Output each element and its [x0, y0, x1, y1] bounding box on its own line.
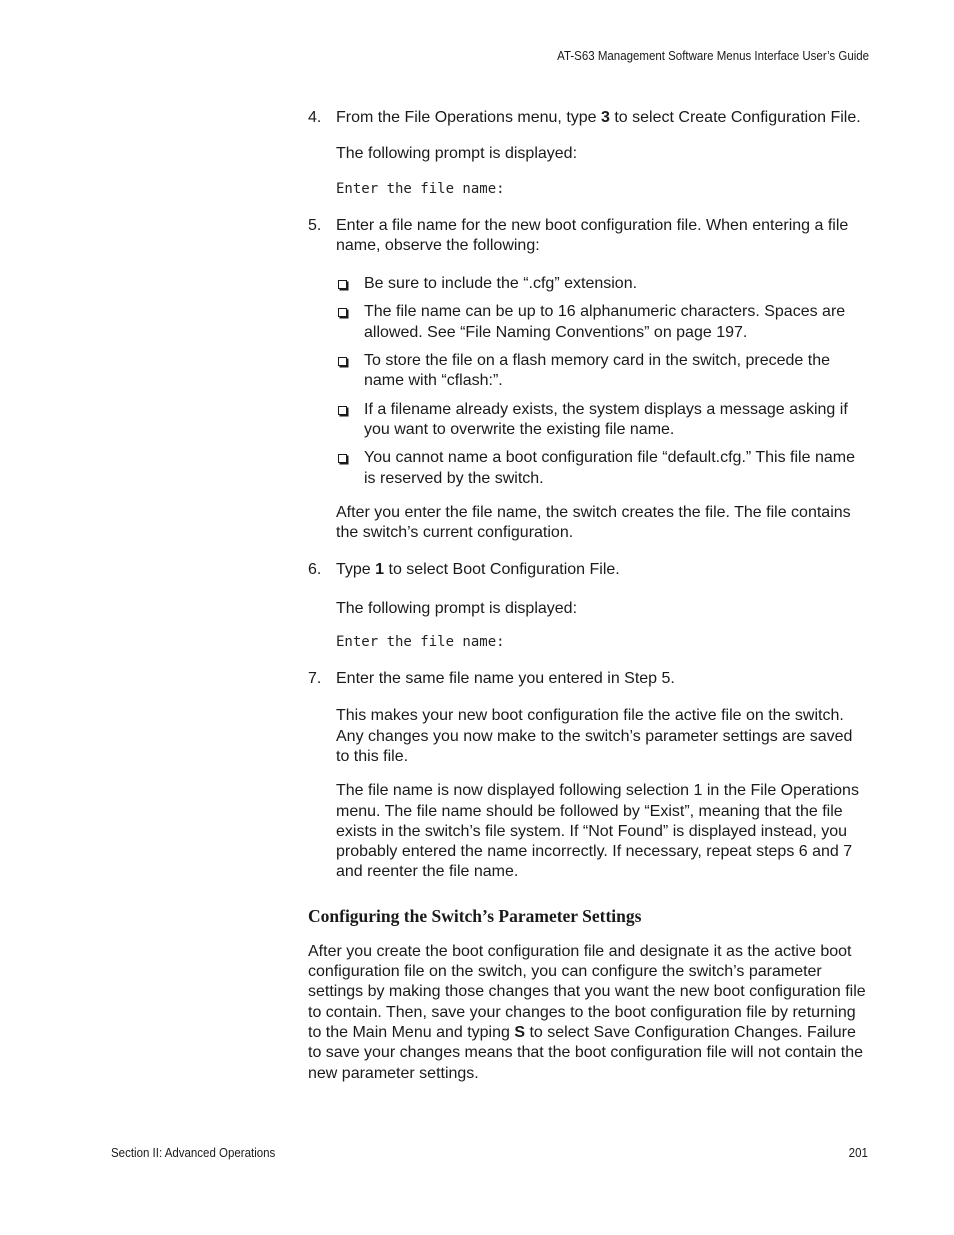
footer-section: Section II: Advanced Operations: [111, 1146, 276, 1160]
key-s: S: [514, 1023, 526, 1041]
key-1: 1: [375, 561, 385, 579]
list-item: The file name can be up to 16 alphanumeric characters. Spaces are allowed. See “File Naming Conventions” on page 197.: [336, 302, 868, 343]
section-paragraph: After you create the boot configuration file and designate it as the active boot configuration file on the switch, you can configure the switch’s parameter settings by making those changes that you want the new boot configuration file to contain. Then, save your changes to the boot configuration file by returning to the Main Menu and typing S to select Save Configuration Changes. Failure to save your changes means that the boot configuration file will not contain the new parameter settings.: [308, 942, 866, 1082]
checkbox-bullet-icon: [338, 454, 347, 463]
prompt-code: Enter the file name:: [336, 634, 505, 651]
checkbox-bullet-icon: [338, 308, 347, 317]
page-number: 201: [848, 1146, 868, 1160]
list-item: Be sure to include the “.cfg” extension.: [336, 274, 868, 294]
step-text: Enter a file name for the new boot configuration file. When entering a file name, observe the following:: [336, 216, 849, 254]
step-number: 5.: [308, 216, 322, 234]
key-3: 3: [601, 109, 610, 126]
prompt-intro: The following prompt is displayed:: [336, 599, 578, 617]
step-number: 4.: [308, 109, 322, 126]
list-item: You cannot name a boot configuration file “default.cfg.” This file name is reserved by the switch.: [336, 448, 868, 489]
step-paragraph: The file name is now displayed following selection 1 in the File Operations menu. The file name should be followed by “Exist”, meaning that the file exists in the switch’s file system. If “Not Found” is displayed instead, you probably entered the name incorrectly. If necessary, repeat steps 6 and 7 and reenter the file name.: [336, 782, 859, 881]
checkbox-bullet-icon: [338, 357, 347, 366]
step-text: Enter the same file name you entered in Step 5.: [336, 670, 675, 688]
prompt-code: Enter the file name:: [336, 180, 505, 197]
step-7: [308, 669, 868, 883]
step-number: 7.: [308, 670, 322, 688]
step-note: After you enter the file name, the switch creates the file. The file contains the switch’s current configuration.: [336, 503, 851, 542]
prompt-intro: The following prompt is displayed:: [336, 145, 578, 163]
list-item: To store the file on a flash memory card in the switch, precede the name with “cflash:”.: [336, 351, 868, 392]
running-header: AT-S63 Management Software Menus Interface User’s Guide: [557, 49, 869, 63]
checkbox-bullet-icon: [338, 406, 347, 415]
step-paragraph: This makes your new boot configuration file the active file on the switch. Any changes you now make to the switch’s parameter settings are saved to this file.: [336, 707, 853, 765]
step-text: Type 1 to select Boot Configuration File.: [336, 561, 620, 579]
page-content: [308, 108, 868, 1084]
list-item: If a filename already exists, the system displays a message asking if you want to overwrite the existing file name.: [336, 400, 868, 441]
step-4: [308, 108, 868, 199]
step-text: From the File Operations menu, type 3 to select Create Configuration File.: [336, 109, 861, 126]
section-heading: Configuring the Switch’s Parameter Settings: [308, 905, 642, 926]
step-number: 6.: [308, 561, 322, 579]
step-5: [308, 216, 868, 544]
step-6: [308, 560, 868, 652]
naming-rules-list: [336, 274, 868, 489]
checkbox-bullet-icon: [338, 280, 347, 289]
